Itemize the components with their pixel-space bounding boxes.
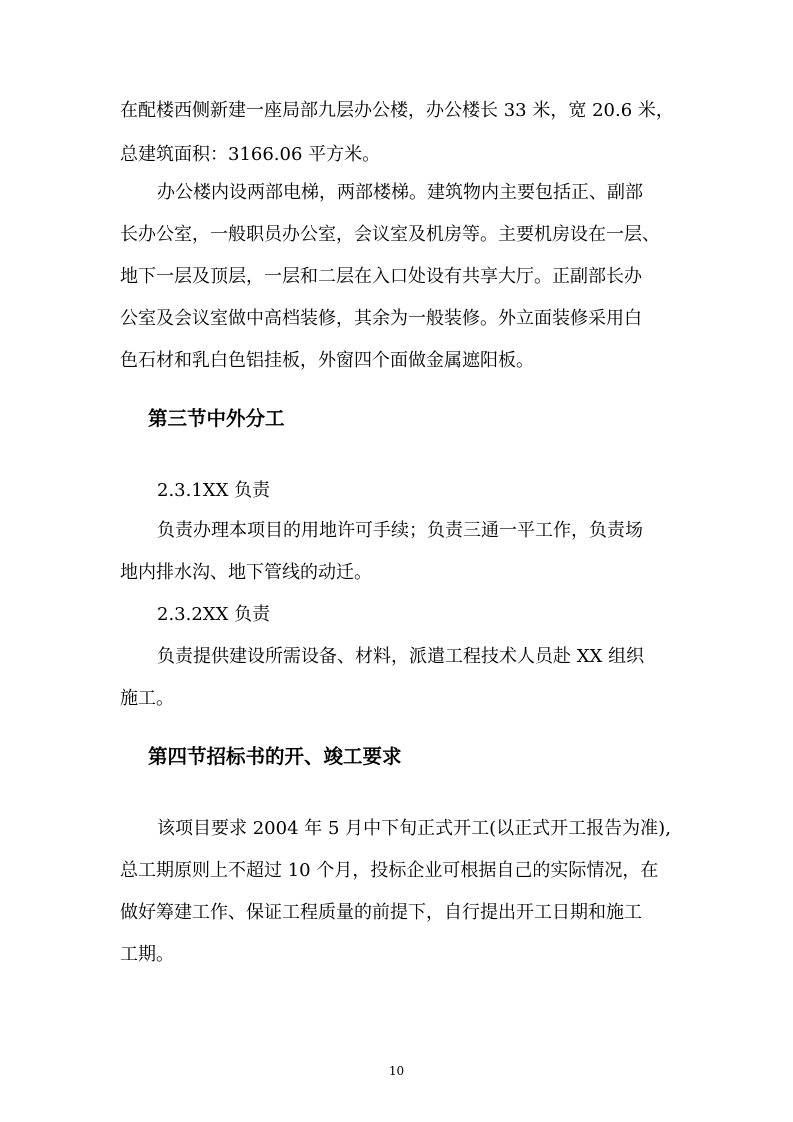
paragraph-line: 总工期原则上不超过 10 个月，投标企业可根据自己的实际情况，在 — [120, 860, 659, 881]
section-heading: 第四节招标书的开、竣工要求 — [148, 745, 402, 768]
paragraph-line: 负责提供建设所需设备、材料，派遣工程技术人员赴 XX 组织 — [157, 646, 645, 667]
paragraph-line: 地下一层及顶层，一层和二层在入口处设有共享大厅。正副部长办 — [120, 266, 642, 287]
paragraph-line: 长办公室，一般职员办公室，会议室及机房等。主要机房设在一层、 — [120, 224, 660, 245]
paragraph-line: 在配楼西侧新建一座局部九层办公楼，办公楼长 33 米，宽 20.6 米， — [120, 100, 674, 121]
paragraph-line: 负责办理本项目的用地许可手续；负责三通一平工作，负责场 — [157, 520, 643, 541]
subsection-heading: 2.3.2XX 负责 — [157, 604, 271, 625]
paragraph-line: 地内排水沟、地下管线的动迁。 — [120, 562, 372, 583]
paragraph-line: 总建筑面积：3166.06 平方米。 — [120, 144, 381, 165]
page-number: 10 — [388, 1064, 405, 1078]
paragraph-line: 公室及会议室做中高档装修，其余为一般装修。外立面装修采用白 — [120, 308, 642, 329]
paragraph-line: 工期。 — [120, 944, 174, 965]
paragraph-line: 办公楼内设两部电梯，两部楼梯。建筑物内主要包括正、副部 — [157, 182, 643, 203]
section-heading: 第三节中外分工 — [148, 407, 285, 430]
subsection-heading: 2.3.1XX 负责 — [157, 480, 271, 501]
paragraph-line: 色石材和乳白色铝挂板，外窗四个面做金属遮阳板。 — [120, 350, 534, 371]
paragraph-line: 做好筹建工作、保证工程质量的前提下，自行提出开工日期和施工 — [120, 902, 642, 923]
paragraph-line: 该项目要求 2004 年 5 月中下旬正式开工(以正式开工报告为准), — [157, 818, 671, 839]
paragraph-line: 施工。 — [120, 688, 174, 709]
